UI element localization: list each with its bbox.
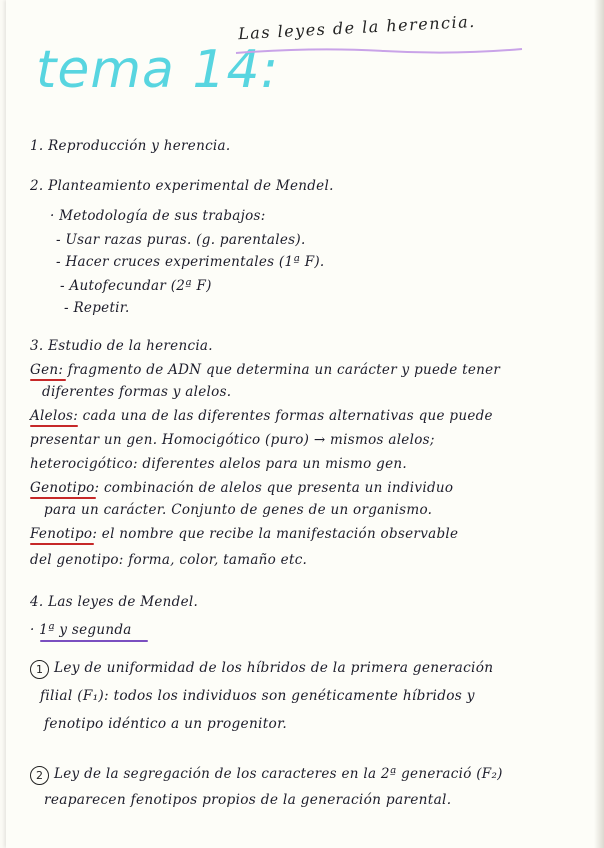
page-subtitle: Las leyes de la herencia. — [237, 11, 477, 44]
page-edge-shadow — [594, 0, 604, 848]
section-2-item: - Autofecundar (2ª F) — [60, 278, 212, 294]
definition-term: Gen: — [30, 362, 64, 378]
law-1-line: Ley de uniformidad de los híbridos de la primera generación — [54, 660, 494, 676]
subtitle-underline — [234, 46, 524, 56]
definition-line: del genotipo: forma, color, tamaño etc. — [30, 552, 308, 568]
section-2-item: - Repetir. — [64, 300, 130, 316]
definition-line: diferentes formas y alelos. — [42, 384, 232, 400]
definition-text: combinación de alelos que presenta un individuo — [99, 480, 454, 496]
term-underline — [30, 379, 66, 381]
definition-term: Genotipo: — [30, 480, 100, 496]
section-4-heading: 4. Las leyes de Mendel. — [30, 594, 199, 610]
section-2-heading: 2. Planteamiento experimental de Mendel. — [30, 178, 334, 194]
section-2-item: - Usar razas puras. (g. parentales). — [56, 232, 306, 248]
definition-line: para un carácter. Conjunto de genes de un organismo. — [44, 502, 433, 518]
definition-term: Fenotipo: — [30, 526, 98, 542]
law-2-line: Ley de la segregación de los caracteres en la 2ª generació (F₂) — [54, 766, 503, 782]
definition-text: fragmento de ADN que determina un carácter y puede tener — [63, 362, 501, 378]
definition-line: presentar un gen. Homocigótico (puro) → mismos alelos; — [30, 432, 435, 448]
definition-line: heterocigótico: diferentes alelos para un mismo gen. — [30, 456, 407, 472]
definition-text: el nombre que recibe la manifestación observable — [97, 526, 459, 542]
notebook-page — [6, 0, 604, 848]
law-2-line: reaparecen fenotipos propios de la generación parental. — [44, 792, 452, 808]
law-1-line: filial (F₁): todos los individuos son genéticamente híbridos y — [40, 688, 475, 704]
page-title: tema 14: — [36, 40, 280, 100]
law-1-number: 1 — [30, 660, 49, 679]
section-4-subheading: · 1ª y segunda — [30, 622, 132, 638]
subheading-underline — [40, 640, 148, 642]
definition-line — [30, 408, 493, 424]
definition-text: cada una de las diferentes formas alternativas que puede — [78, 408, 493, 424]
law-2-number: 2 — [30, 766, 49, 785]
section-2-item: - Hacer cruces experimentales (1ª F). — [56, 254, 325, 270]
term-underline — [30, 543, 94, 545]
law-1-line: fenotipo idéntico a un progenitor. — [44, 716, 288, 732]
section-3-heading: 3. Estudio de la herencia. — [30, 338, 213, 354]
term-underline — [30, 497, 96, 499]
definition-line — [30, 362, 500, 378]
section-2-item: · Metodología de sus trabajos: — [50, 208, 266, 224]
section-1-heading: 1. Reproducción y herencia. — [30, 138, 231, 154]
definition-line — [30, 480, 453, 496]
definition-term: Alelos: — [30, 408, 79, 424]
definition-line — [30, 526, 458, 542]
term-underline — [30, 425, 78, 427]
